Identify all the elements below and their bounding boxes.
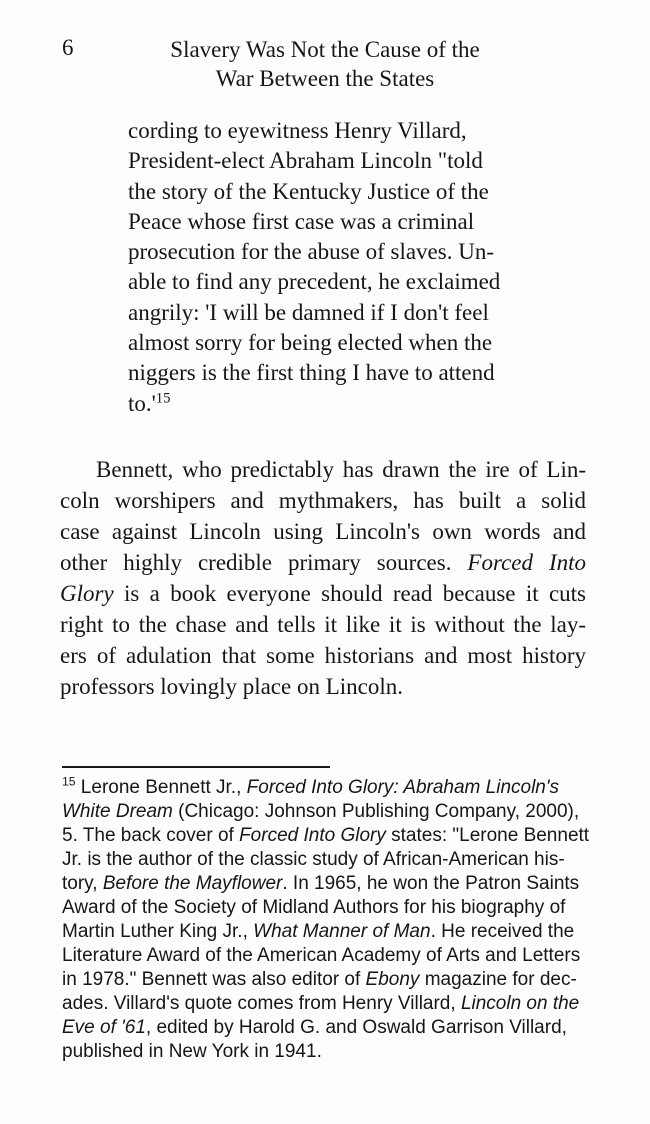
text-segment: Forced Into Glory: Abraham Lincoln's bbox=[246, 777, 559, 798]
text-segment: Jr. is the author of the classic study of African-American his- bbox=[62, 849, 565, 870]
body-paragraph-line bbox=[60, 454, 586, 485]
footnote-separator-rule bbox=[62, 766, 330, 768]
text-segment: niggers is the first thing I have to attend bbox=[128, 360, 495, 386]
text-segment: Glory bbox=[60, 581, 114, 606]
block-quote-line bbox=[128, 116, 528, 146]
text-segment: Forced Into bbox=[467, 550, 586, 575]
text-segment: What Manner of Man bbox=[253, 921, 431, 942]
text-segment: Lerone Bennett Jr., bbox=[75, 777, 247, 798]
running-header bbox=[0, 35, 650, 93]
text-segment: right to the chase and tells it like it is without the lay- bbox=[60, 612, 586, 637]
text-segment: Forced Into Glory bbox=[239, 825, 386, 846]
text-segment: coln worshipers and mythmakers, has built a solid bbox=[60, 488, 586, 513]
footnote-line bbox=[62, 1040, 602, 1064]
text-segment: White Dream bbox=[62, 801, 173, 822]
text-segment: is a book everyone should read because it cuts bbox=[113, 581, 586, 606]
body-paragraph-line bbox=[60, 640, 586, 671]
text-segment: Award of the Society of Midland Authors for his biography of bbox=[62, 897, 566, 918]
text-segment: (Chicago: Johnson Publishing Company, 2000), bbox=[172, 801, 580, 822]
text-segment: professors lovingly place on Lincoln. bbox=[60, 674, 404, 699]
footnote-line bbox=[62, 848, 602, 872]
text-segment: angrily: 'I will be damned if I don't feel bbox=[128, 299, 489, 325]
text-segment: published in New York in 1941. bbox=[62, 1041, 322, 1062]
text-segment: Martin Luther King Jr., bbox=[62, 921, 254, 942]
text-segment: Bennett, who predictably has drawn the ire of Lin- bbox=[96, 457, 586, 482]
text-segment: Lincoln on the bbox=[460, 993, 580, 1014]
body-paragraph-line bbox=[60, 671, 586, 702]
text-segment: ades. Villard's quote comes from Henry Villard, bbox=[62, 993, 461, 1014]
body-paragraph bbox=[60, 454, 586, 702]
text-segment: the story of the Kentucky Justice of the bbox=[128, 178, 489, 204]
block-quote-line bbox=[128, 207, 528, 237]
block-quote-line bbox=[128, 267, 528, 297]
text-segment: other highly credible primary sources. bbox=[60, 550, 468, 575]
footnote-line bbox=[62, 872, 602, 896]
body-paragraph-line bbox=[60, 609, 586, 640]
block-quote-line bbox=[128, 298, 528, 328]
footnote bbox=[62, 776, 602, 1064]
text-segment: . In 1965, he won the Patron Saints bbox=[282, 873, 580, 894]
text-segment: President-elect Abraham Lincoln "told bbox=[128, 148, 483, 174]
footnote-reference-marker: 15 bbox=[155, 390, 171, 407]
block-quote-line bbox=[128, 389, 528, 419]
block-quote-line bbox=[128, 146, 528, 176]
footnote-line bbox=[62, 968, 602, 992]
block-quote-line bbox=[128, 358, 528, 388]
text-segment: cording to eyewitness Henry Villard, bbox=[128, 118, 467, 143]
text-segment: ers of adulation that some historians and most history bbox=[60, 643, 586, 668]
footnote-line bbox=[62, 824, 602, 848]
block-quote-line bbox=[128, 177, 528, 207]
text-segment: able to find any precedent, he exclaimed bbox=[128, 269, 501, 295]
footnote-line bbox=[62, 1016, 602, 1040]
footnote-reference-marker: 15 bbox=[62, 774, 76, 789]
text-segment: prosecution for the abuse of slaves. Un- bbox=[128, 239, 494, 265]
body-paragraph-line bbox=[60, 485, 586, 516]
text-segment: Peace whose first case was a criminal bbox=[128, 208, 475, 234]
text-segment: magazine for dec- bbox=[419, 969, 577, 990]
footnote-line bbox=[62, 920, 602, 944]
text-segment: , edited by Harold G. and Oswald Garrison Villard, bbox=[145, 1017, 567, 1038]
block-quote-line bbox=[128, 237, 528, 267]
running-header-line-1: Slavery Was Not the Cause of the bbox=[170, 37, 480, 62]
text-segment: in 1978." Bennett was also editor of bbox=[62, 969, 366, 990]
text-segment: Literature Award of the American Academy of Arts and Letters bbox=[62, 945, 581, 966]
body-paragraph-line bbox=[60, 547, 586, 578]
footnote-line bbox=[62, 776, 602, 800]
body-paragraph-line bbox=[60, 578, 586, 609]
page-number: 6 bbox=[62, 35, 74, 60]
running-header-line-2: War Between the States bbox=[215, 66, 435, 91]
block-quote-line bbox=[128, 328, 528, 358]
text-segment: almost sorry for being elected when the bbox=[128, 330, 493, 356]
text-segment: Ebony bbox=[365, 969, 420, 990]
footnote-line bbox=[62, 896, 602, 920]
footnote-line bbox=[62, 800, 602, 824]
body-paragraph-line bbox=[60, 516, 586, 547]
block-quote bbox=[128, 116, 528, 419]
text-segment: 5. The back cover of bbox=[62, 825, 240, 846]
text-segment: case against Lincoln using Lincoln's own words and bbox=[60, 519, 586, 544]
text-segment: tory, bbox=[62, 873, 103, 894]
footnote-line bbox=[62, 944, 602, 968]
text-segment: . He received the bbox=[430, 921, 575, 942]
footnote-line bbox=[62, 992, 602, 1016]
text-segment: Before the Mayflower bbox=[102, 873, 283, 894]
text-segment: states: "Lerone Bennett bbox=[385, 825, 590, 846]
text-segment: Eve of '61 bbox=[62, 1017, 146, 1038]
text-segment: to.' bbox=[128, 390, 156, 416]
